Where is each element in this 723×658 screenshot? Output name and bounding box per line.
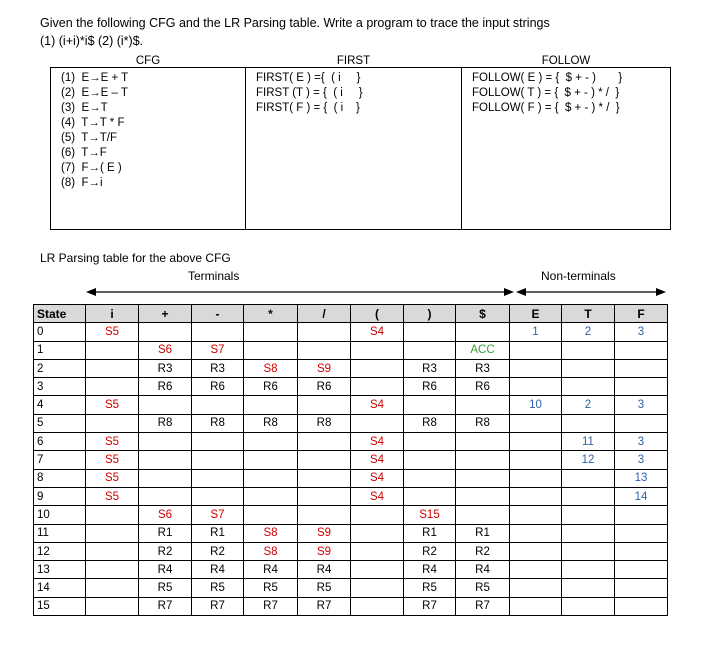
table-row — [34, 579, 668, 597]
action-cell — [86, 561, 139, 579]
action-cell — [244, 341, 298, 359]
action-cell: R7 — [244, 597, 298, 615]
action-cell — [351, 341, 404, 359]
action-cell — [86, 341, 139, 359]
action-cell: S4 — [351, 451, 404, 469]
action-cell: R8 — [244, 414, 298, 432]
action-cell: R8 — [139, 414, 192, 432]
action-cell — [298, 341, 351, 359]
action-cell — [244, 506, 298, 524]
action-cell: R8 — [404, 414, 456, 432]
action-cell — [298, 487, 351, 505]
action-cell: R5 — [244, 579, 298, 597]
action-cell — [351, 597, 404, 615]
action-cell: R6 — [456, 378, 510, 396]
action-cell: R7 — [139, 597, 192, 615]
action-cell: S5 — [86, 487, 139, 505]
action-cell — [192, 469, 244, 487]
first-header: FIRST — [336, 55, 371, 67]
action-cell: R4 — [192, 561, 244, 579]
span-arrows — [0, 280, 723, 302]
table-row — [34, 396, 668, 414]
action-cell: R3 — [456, 359, 510, 377]
production: (7) F→( E ) — [61, 162, 122, 174]
goto-cell — [510, 414, 562, 432]
goto-cell — [562, 579, 615, 597]
action-cell — [456, 433, 510, 451]
action-cell — [456, 396, 510, 414]
action-cell: R4 — [139, 561, 192, 579]
action-cell — [86, 414, 139, 432]
terminals-span-arrow — [86, 288, 514, 296]
goto-cell — [562, 561, 615, 579]
action-cell: R4 — [404, 561, 456, 579]
goto-cell — [562, 469, 615, 487]
table-row — [34, 323, 668, 341]
action-cell — [298, 506, 351, 524]
first-cell — [246, 68, 462, 230]
action-cell: R7 — [404, 597, 456, 615]
action-cell: ACC — [456, 341, 510, 359]
goto-cell: 13 — [615, 469, 668, 487]
action-cell: R6 — [298, 378, 351, 396]
goto-cell: 12 — [562, 451, 615, 469]
goto-cell — [510, 451, 562, 469]
action-cell — [404, 433, 456, 451]
goto-cell — [562, 414, 615, 432]
goto-cell — [615, 359, 668, 377]
action-cell: S9 — [298, 359, 351, 377]
action-cell: S6 — [139, 341, 192, 359]
goto-cell — [510, 506, 562, 524]
action-cell: R7 — [456, 597, 510, 615]
action-cell: S5 — [86, 451, 139, 469]
goto-cell: 3 — [615, 323, 668, 341]
goto-cell — [562, 487, 615, 505]
goto-cell — [615, 597, 668, 615]
table-row — [34, 469, 668, 487]
cfg-cell — [51, 68, 246, 230]
goto-cell — [615, 506, 668, 524]
goto-cell — [615, 378, 668, 396]
lr-header-row — [34, 305, 668, 323]
nonterminals-span-arrow — [516, 288, 666, 296]
goto-cell — [510, 341, 562, 359]
production: (6) T→F — [61, 147, 107, 159]
action-cell — [404, 396, 456, 414]
table-row — [34, 524, 668, 542]
action-cell — [298, 451, 351, 469]
action-cell: R5 — [298, 579, 351, 597]
action-cell: R3 — [404, 359, 456, 377]
col-header-$: $ — [456, 305, 510, 323]
action-cell — [244, 451, 298, 469]
action-cell: S4 — [351, 487, 404, 505]
action-cell — [86, 579, 139, 597]
col-header-*: * — [244, 305, 298, 323]
col-header-/: / — [298, 305, 351, 323]
action-cell — [139, 469, 192, 487]
production: (4) T→T * F — [61, 117, 125, 129]
action-cell — [298, 323, 351, 341]
goto-cell — [615, 561, 668, 579]
question-line-1: Given the following CFG and the LR Parsing table. Write a program to trace the input strings — [40, 16, 550, 30]
goto-cell — [562, 542, 615, 560]
action-cell: R8 — [192, 414, 244, 432]
action-cell: S5 — [86, 433, 139, 451]
action-cell — [351, 359, 404, 377]
state-cell: 10 — [34, 506, 86, 524]
action-cell: S5 — [86, 323, 139, 341]
action-cell — [139, 451, 192, 469]
production: (2) E→E – T — [61, 87, 128, 99]
action-cell: S9 — [298, 542, 351, 560]
action-cell — [86, 597, 139, 615]
action-cell — [351, 561, 404, 579]
col-header-T: T — [562, 305, 615, 323]
action-cell — [351, 506, 404, 524]
col-header-(: ( — [351, 305, 404, 323]
action-cell: S8 — [244, 524, 298, 542]
state-cell: 13 — [34, 561, 86, 579]
action-cell — [139, 396, 192, 414]
col-header-F: F — [615, 305, 668, 323]
action-cell: R6 — [404, 378, 456, 396]
action-cell: R2 — [192, 542, 244, 560]
goto-cell — [562, 597, 615, 615]
action-cell — [404, 341, 456, 359]
goto-cell — [562, 378, 615, 396]
goto-cell: 3 — [615, 396, 668, 414]
action-cell — [139, 323, 192, 341]
table-row — [34, 597, 668, 615]
goto-cell — [562, 524, 615, 542]
action-cell: R2 — [404, 542, 456, 560]
action-cell — [404, 469, 456, 487]
action-cell: R1 — [456, 524, 510, 542]
goto-cell — [510, 378, 562, 396]
action-cell — [456, 323, 510, 341]
action-cell: R8 — [456, 414, 510, 432]
goto-cell — [562, 359, 615, 377]
state-cell: 5 — [34, 414, 86, 432]
goto-cell: 14 — [615, 487, 668, 505]
action-cell — [192, 433, 244, 451]
action-cell: R3 — [139, 359, 192, 377]
action-cell — [404, 323, 456, 341]
action-cell — [86, 378, 139, 396]
action-cell: S8 — [244, 359, 298, 377]
action-cell — [192, 487, 244, 505]
col-header-state: State — [34, 305, 86, 323]
action-cell — [298, 469, 351, 487]
terminals-label: Terminals — [188, 269, 240, 283]
state-cell: 2 — [34, 359, 86, 377]
action-cell — [298, 396, 351, 414]
state-cell: 9 — [34, 487, 86, 505]
table-row — [34, 414, 668, 432]
action-cell — [351, 414, 404, 432]
first-set: FIRST( F ) = { ( i } — [256, 102, 360, 114]
table-row — [34, 359, 668, 377]
goto-cell — [615, 341, 668, 359]
action-cell — [192, 451, 244, 469]
action-cell: R5 — [456, 579, 510, 597]
table-row — [34, 451, 668, 469]
lr-table-title: LR Parsing table for the above CFG — [40, 251, 231, 265]
action-cell: R4 — [456, 561, 510, 579]
action-cell: R2 — [139, 542, 192, 560]
goto-cell — [510, 561, 562, 579]
action-cell — [192, 396, 244, 414]
action-cell — [456, 469, 510, 487]
action-cell — [244, 487, 298, 505]
goto-cell — [615, 524, 668, 542]
nonterminals-label: Non-terminals — [541, 269, 616, 283]
action-cell: R6 — [139, 378, 192, 396]
lr-body — [34, 323, 668, 616]
cfg-header: CFG — [135, 55, 161, 67]
table-row — [34, 378, 668, 396]
goto-cell — [510, 359, 562, 377]
goto-cell — [615, 414, 668, 432]
follow-set: FOLLOW( E ) = { $ + - ) } — [472, 72, 623, 84]
action-cell — [298, 433, 351, 451]
follow-set: FOLLOW( F ) = { $ + - ) * / } — [472, 102, 620, 114]
state-cell: 12 — [34, 542, 86, 560]
follow-cell — [462, 68, 671, 230]
action-cell: R5 — [192, 579, 244, 597]
action-cell: S15 — [404, 506, 456, 524]
action-cell — [404, 451, 456, 469]
goto-cell: 2 — [562, 323, 615, 341]
goto-cell: 1 — [510, 323, 562, 341]
state-cell: 11 — [34, 524, 86, 542]
action-cell: S4 — [351, 323, 404, 341]
action-cell — [86, 542, 139, 560]
table-row — [34, 542, 668, 560]
action-cell: S5 — [86, 469, 139, 487]
action-cell: R3 — [192, 359, 244, 377]
first-set: FIRST (T ) = { ( i } — [256, 87, 363, 99]
action-cell — [351, 378, 404, 396]
table-row — [34, 433, 668, 451]
action-cell — [456, 487, 510, 505]
action-cell: R6 — [192, 378, 244, 396]
action-cell: S5 — [86, 396, 139, 414]
goto-cell — [510, 579, 562, 597]
goto-cell — [510, 542, 562, 560]
action-cell: S9 — [298, 524, 351, 542]
table-row — [34, 341, 668, 359]
action-cell: S4 — [351, 396, 404, 414]
action-cell — [86, 359, 139, 377]
action-cell: R5 — [404, 579, 456, 597]
action-cell: S6 — [139, 506, 192, 524]
col-header-): ) — [404, 305, 456, 323]
goto-cell: 11 — [562, 433, 615, 451]
goto-cell — [510, 597, 562, 615]
action-cell — [244, 469, 298, 487]
action-cell: R4 — [244, 561, 298, 579]
action-cell — [351, 542, 404, 560]
col-header-E: E — [510, 305, 562, 323]
action-cell — [456, 506, 510, 524]
state-cell: 8 — [34, 469, 86, 487]
action-cell: R1 — [192, 524, 244, 542]
action-cell: R1 — [404, 524, 456, 542]
goto-cell: 3 — [615, 433, 668, 451]
production: (8) F→i — [61, 177, 103, 189]
action-cell — [139, 487, 192, 505]
state-cell: 6 — [34, 433, 86, 451]
goto-cell — [615, 542, 668, 560]
action-cell — [244, 433, 298, 451]
col-header--: - — [192, 305, 244, 323]
goto-cell — [510, 433, 562, 451]
action-cell: S8 — [244, 542, 298, 560]
action-cell — [351, 524, 404, 542]
question-line-2: (1) (i+i)*i$ (2) (i*)$. — [40, 34, 144, 48]
goto-cell — [562, 506, 615, 524]
action-cell: R6 — [244, 378, 298, 396]
first-set: FIRST( E ) ={ ( i } — [256, 72, 361, 84]
follow-set: FOLLOW( T ) = { $ + - ) * / } — [472, 87, 620, 99]
action-cell: S4 — [351, 469, 404, 487]
goto-cell: 2 — [562, 396, 615, 414]
state-cell: 1 — [34, 341, 86, 359]
action-cell — [351, 579, 404, 597]
state-cell: 7 — [34, 451, 86, 469]
action-cell — [456, 451, 510, 469]
action-cell: S7 — [192, 506, 244, 524]
action-cell — [86, 524, 139, 542]
goto-cell: 10 — [510, 396, 562, 414]
state-cell: 4 — [34, 396, 86, 414]
goto-cell — [510, 469, 562, 487]
table-row — [34, 487, 668, 505]
table-row — [34, 561, 668, 579]
action-cell — [244, 323, 298, 341]
grammar-table — [50, 55, 671, 230]
goto-cell — [510, 487, 562, 505]
col-header-+: + — [139, 305, 192, 323]
action-cell — [86, 506, 139, 524]
action-cell: R4 — [298, 561, 351, 579]
action-cell — [139, 433, 192, 451]
state-cell: 15 — [34, 597, 86, 615]
state-cell: 0 — [34, 323, 86, 341]
action-cell — [404, 487, 456, 505]
col-header-i: i — [86, 305, 139, 323]
state-cell: 14 — [34, 579, 86, 597]
goto-cell — [562, 341, 615, 359]
goto-cell: 3 — [615, 451, 668, 469]
table-row — [34, 506, 668, 524]
action-cell: S7 — [192, 341, 244, 359]
production: (5) T→T/F — [61, 132, 118, 144]
action-cell: R7 — [192, 597, 244, 615]
action-cell — [244, 396, 298, 414]
action-cell: R7 — [298, 597, 351, 615]
follow-header: FOLLOW — [541, 55, 591, 67]
action-cell — [192, 323, 244, 341]
state-cell: 3 — [34, 378, 86, 396]
lr-parsing-table — [33, 304, 668, 616]
action-cell: R5 — [139, 579, 192, 597]
production: (3) E→T — [61, 102, 108, 114]
production: (1) E→E + T — [61, 72, 129, 84]
action-cell: R2 — [456, 542, 510, 560]
action-cell: R8 — [298, 414, 351, 432]
action-cell: S4 — [351, 433, 404, 451]
goto-cell — [615, 579, 668, 597]
action-cell: R1 — [139, 524, 192, 542]
goto-cell — [510, 524, 562, 542]
